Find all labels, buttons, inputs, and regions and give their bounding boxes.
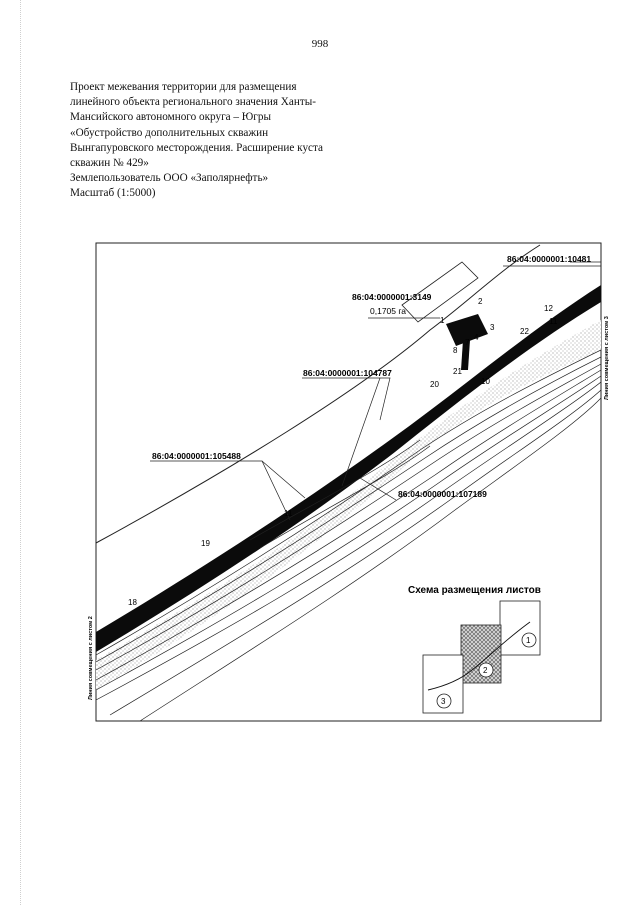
point-1: 1 bbox=[440, 316, 445, 325]
header-line: Проект межевания территории для размещения bbox=[70, 81, 297, 93]
parcel-label-10481: 86:04:0000001:10481 bbox=[507, 254, 592, 264]
inset-title: Схема размещения листов bbox=[408, 585, 541, 596]
point-19: 19 bbox=[201, 539, 210, 548]
point-3: 3 bbox=[490, 323, 495, 332]
point-12: 12 bbox=[544, 304, 553, 313]
point-18: 18 bbox=[128, 598, 137, 607]
header-line: Мансийского автономного округа – Югры bbox=[70, 111, 272, 124]
header-line: Землепользователь ООО «Заполярнефть» bbox=[70, 172, 269, 185]
road-lines bbox=[96, 350, 601, 721]
sheet-layout-inset bbox=[408, 585, 541, 713]
point-7: 7 bbox=[465, 338, 470, 347]
sheet-1-number: 1 bbox=[526, 636, 531, 645]
parcel-label-3149: 86:04:0000001:3149 bbox=[352, 292, 432, 302]
sheet-3-number: 3 bbox=[441, 697, 446, 706]
header-line: Вынгапуровского месторождения. Расширение куста bbox=[70, 141, 323, 154]
parcel-label-104787: 86:04:0000001:104787 bbox=[303, 368, 392, 378]
point-8: 8 bbox=[453, 346, 458, 355]
header-line: скважин № 429» bbox=[70, 157, 149, 170]
point-11: 11 bbox=[284, 509, 293, 518]
header-line: «Обустройство дополнительных скважин bbox=[70, 126, 269, 139]
point-2: 2 bbox=[478, 297, 483, 306]
sheet-2-number: 2 bbox=[483, 666, 488, 675]
sheet-1-box bbox=[500, 601, 540, 655]
point-4: 4 bbox=[474, 333, 479, 342]
parcel-area-label: 0,1705 га bbox=[370, 306, 407, 316]
header-line: линейного объекта регионального значения Ханты- bbox=[70, 96, 316, 109]
point-20: 20 bbox=[430, 380, 439, 389]
point-11b: 11 bbox=[549, 317, 558, 326]
point-10: 10 bbox=[481, 377, 490, 386]
parcel-label-105488: 86:04:0000001:105488 bbox=[152, 451, 241, 461]
header-line: Масштаб (1:5000) bbox=[70, 187, 156, 200]
page-number: 998 bbox=[311, 38, 329, 50]
point-21: 21 bbox=[453, 367, 462, 376]
point-22: 22 bbox=[520, 327, 529, 336]
parcel-label-107189: 86:04:0000001:107189 bbox=[398, 489, 487, 499]
match-line-right-label: Линия совмещения с листом 3 bbox=[604, 316, 610, 400]
match-line-left-label: Линия совмещения с листом 2 bbox=[88, 616, 94, 700]
